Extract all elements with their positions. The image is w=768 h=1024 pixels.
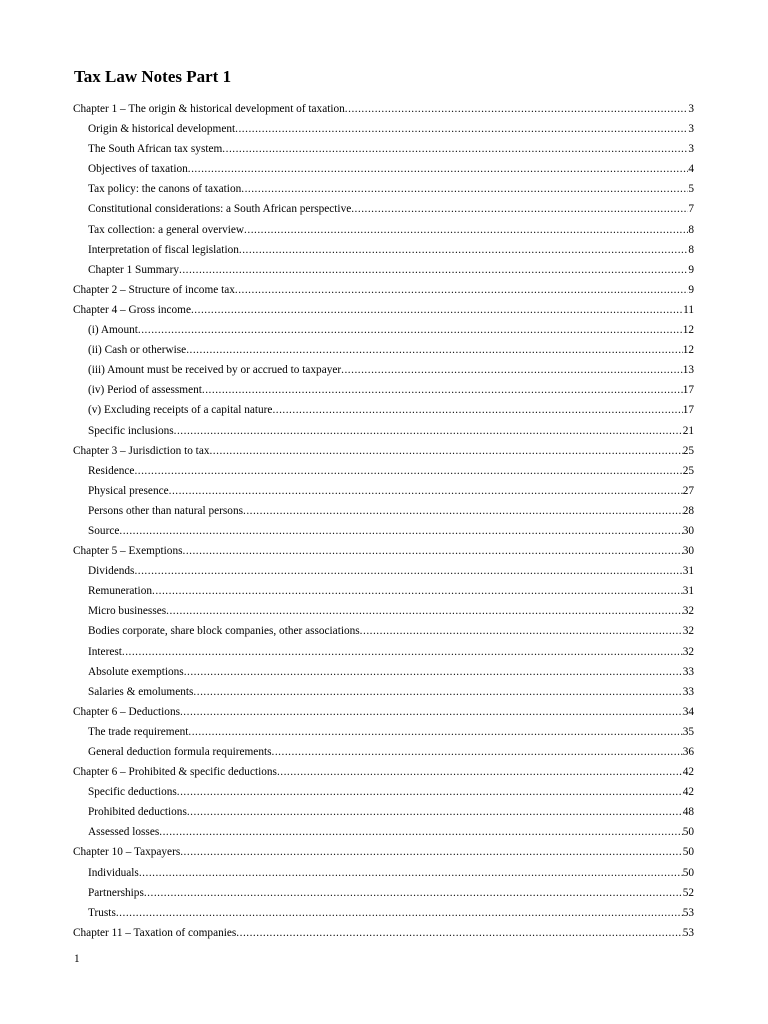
toc-section-entry[interactable] — [73, 481, 694, 501]
toc-dot-leader — [183, 541, 683, 561]
toc-entry-page-number: 28 — [682, 504, 694, 517]
toc-dot-leader — [152, 581, 683, 601]
toc-entry-page-number: 30 — [682, 545, 694, 558]
toc-dot-leader — [119, 521, 682, 541]
toc-dot-leader — [188, 159, 689, 179]
toc-chapter-entry[interactable] — [73, 99, 694, 119]
toc-entry-page-number: 33 — [682, 665, 694, 678]
toc-entry-label: Tax collection: a general overview — [88, 223, 245, 236]
toc-dot-leader — [186, 340, 683, 360]
toc-entry-page-number: 17 — [682, 404, 694, 417]
page-number: 1 — [74, 953, 80, 965]
toc-chapter-entry[interactable] — [73, 280, 694, 300]
toc-dot-leader — [174, 421, 683, 441]
toc-section-entry[interactable] — [73, 621, 694, 641]
toc-dot-leader — [166, 601, 683, 621]
toc-entry-label: Chapter 2 – Structure of income tax — [73, 283, 235, 296]
toc-section-entry[interactable] — [73, 742, 694, 762]
toc-dot-leader — [179, 260, 688, 280]
toc-entry-label: Individuals — [88, 866, 139, 879]
toc-dot-leader — [235, 280, 688, 300]
toc-chapter-entry[interactable] — [73, 441, 694, 461]
toc-entry-page-number: 11 — [683, 303, 694, 316]
toc-section-entry[interactable] — [73, 863, 694, 883]
toc-dot-leader — [177, 782, 683, 802]
toc-dot-leader — [191, 300, 683, 320]
toc-section-entry[interactable] — [73, 682, 694, 702]
toc-entry-label: Prohibited deductions — [88, 806, 187, 819]
toc-entry-label: Constitutional considerations: a South African perspective — [88, 203, 352, 216]
toc-section-entry[interactable] — [73, 461, 694, 481]
toc-entry-label: Partnerships — [88, 886, 144, 899]
toc-entry-label: Chapter 5 – Exemptions — [73, 545, 183, 558]
toc-entry-label: (iii) Amount must be received by or accrued to taxpayer — [88, 364, 342, 377]
toc-chapter-entry[interactable] — [73, 923, 694, 943]
toc-entry-page-number: 34 — [682, 705, 694, 718]
toc-dot-leader — [202, 380, 683, 400]
toc-dot-leader — [341, 360, 683, 380]
toc-dot-leader — [159, 822, 682, 842]
toc-dot-leader — [187, 802, 683, 822]
toc-entry-label: Origin & historical development — [88, 123, 236, 136]
toc-section-entry[interactable] — [73, 662, 694, 682]
toc-dot-leader — [241, 179, 688, 199]
toc-section-entry[interactable] — [73, 320, 694, 340]
toc-section-entry[interactable] — [73, 642, 694, 662]
toc-dot-leader — [360, 621, 683, 641]
toc-entry-page-number: 32 — [682, 625, 694, 638]
toc-dot-leader — [243, 501, 683, 521]
toc-entry-page-number: 21 — [682, 424, 694, 437]
toc-section-entry[interactable] — [73, 601, 694, 621]
toc-section-entry[interactable] — [73, 199, 694, 219]
toc-dot-leader — [222, 139, 688, 159]
toc-entry-label: Trusts — [88, 906, 116, 919]
toc-dot-leader — [239, 240, 688, 260]
toc-entry-page-number: 4 — [688, 163, 694, 176]
toc-entry-label: Chapter 1 – The origin & historical development of taxation — [73, 103, 345, 115]
toc-chapter-entry[interactable] — [73, 300, 694, 320]
toc-entry-page-number: 9 — [688, 283, 694, 296]
toc-section-entry[interactable] — [73, 561, 694, 581]
toc-entry-label: Chapter 6 – Deductions — [73, 705, 180, 718]
toc-dot-leader — [116, 903, 683, 923]
toc-dot-leader — [138, 320, 683, 340]
toc-entry-label: Chapter 3 – Jurisdiction to tax — [73, 444, 210, 457]
toc-entry-page-number: 25 — [682, 464, 694, 477]
toc-entry-page-number: 5 — [688, 183, 694, 196]
toc-section-entry[interactable] — [73, 822, 694, 842]
toc-dot-leader — [244, 220, 688, 240]
toc-section-entry[interactable] — [73, 240, 694, 260]
toc-entry-label: Specific deductions — [88, 786, 177, 799]
toc-entry-page-number: 30 — [682, 524, 694, 537]
toc-entry-page-number: 12 — [682, 344, 694, 357]
toc-entry-label: (ii) Cash or otherwise — [88, 344, 187, 357]
toc-entry-label: Dividends — [88, 565, 135, 578]
toc-entry-label: Chapter 11 – Taxation of companies — [73, 926, 237, 939]
toc-entry-page-number: 8 — [688, 243, 694, 256]
toc-dot-leader — [139, 863, 683, 883]
toc-entry-label: Source — [88, 524, 120, 537]
toc-entry-page-number: 32 — [682, 605, 694, 618]
toc-entry-label: Bodies corporate, share block companies, other associations — [88, 625, 360, 638]
toc-entry-page-number: 8 — [688, 223, 694, 236]
toc-entry-page-number: 13 — [682, 364, 694, 377]
toc-section-entry[interactable] — [73, 802, 694, 822]
toc-dot-leader — [169, 481, 683, 501]
toc-entry-page-number: 50 — [682, 866, 694, 879]
toc-entry-page-number: 53 — [682, 906, 694, 919]
toc-dot-leader — [351, 199, 688, 219]
toc-entry-label: Absolute exemptions — [88, 665, 184, 678]
toc-entry-page-number: 3 — [688, 143, 694, 156]
toc-entry-page-number: 48 — [682, 806, 694, 819]
toc-entry-page-number: 32 — [682, 645, 694, 658]
toc-entry-label: The South African tax system — [88, 143, 223, 156]
toc-entry-page-number: 42 — [682, 786, 694, 799]
toc-entry-label: General deduction formula requirements — [88, 746, 272, 758]
toc-section-entry[interactable] — [73, 159, 694, 179]
toc-chapter-entry[interactable] — [73, 762, 694, 782]
toc-entry-label: (i) Amount — [88, 324, 138, 337]
toc-section-entry[interactable] — [73, 421, 694, 441]
toc-section-entry[interactable] — [73, 179, 694, 199]
toc-entry-label: Persons other than natural persons — [88, 504, 243, 517]
toc-dot-leader — [144, 883, 683, 903]
toc-dot-leader — [272, 742, 683, 762]
toc-entry-page-number: 52 — [682, 886, 694, 899]
toc-section-entry[interactable] — [73, 521, 694, 541]
toc-section-entry[interactable] — [73, 360, 694, 380]
toc-entry-label: Remuneration — [88, 585, 152, 598]
toc-entry-page-number: 50 — [682, 826, 694, 839]
toc-entry-page-number: 12 — [682, 324, 694, 337]
toc-entry-page-number: 35 — [682, 725, 694, 738]
toc-section-entry[interactable] — [73, 400, 694, 420]
toc-entry-page-number: 3 — [688, 123, 694, 136]
toc-dot-leader — [236, 923, 682, 943]
toc-entry-label: Salaries & emoluments — [88, 685, 194, 698]
toc-entry-label: (v) Excluding receipts of a capital nature — [88, 404, 273, 417]
table-of-contents — [73, 99, 694, 943]
toc-entry-label: Chapter 6 – Prohibited & specific deductions — [73, 766, 277, 779]
toc-section-entry[interactable] — [73, 903, 694, 923]
toc-entry-page-number: 42 — [682, 766, 694, 779]
toc-entry-page-number: 25 — [682, 444, 694, 457]
toc-section-entry[interactable] — [73, 883, 694, 903]
toc-dot-leader — [188, 722, 682, 742]
toc-entry-label: Interest — [88, 645, 122, 658]
toc-entry-label: (iv) Period of assessment — [88, 384, 202, 397]
toc-entry-label: Micro businesses — [88, 605, 167, 618]
toc-entry-label: Chapter 4 – Gross income — [73, 303, 191, 316]
toc-entry-page-number: 50 — [682, 846, 694, 859]
toc-section-entry[interactable] — [73, 340, 694, 360]
toc-section-entry[interactable] — [73, 501, 694, 521]
toc-entry-page-number: 33 — [682, 685, 694, 698]
toc-dot-leader — [134, 461, 682, 481]
toc-section-entry[interactable] — [73, 220, 694, 240]
toc-section-entry[interactable] — [73, 722, 694, 742]
toc-entry-page-number: 31 — [682, 565, 694, 578]
toc-entry-label: Interpretation of fiscal legislation — [88, 243, 239, 256]
toc-entry-label: Specific inclusions — [88, 424, 174, 437]
toc-entry-label: Chapter 10 – Taxpayers — [73, 846, 181, 859]
toc-dot-leader — [184, 662, 683, 682]
toc-dot-leader — [345, 99, 689, 119]
toc-dot-leader — [193, 682, 682, 702]
toc-entry-label: Chapter 1 Summary — [88, 263, 179, 276]
toc-dot-leader — [209, 441, 682, 461]
toc-entry-label: The trade requirement — [88, 725, 189, 738]
toc-section-entry[interactable] — [73, 380, 694, 400]
toc-dot-leader — [134, 561, 682, 581]
page-title: Tax Law Notes Part 1 — [74, 67, 232, 86]
toc-entry-page-number: 17 — [682, 384, 694, 397]
toc-chapter-entry[interactable] — [73, 541, 694, 561]
toc-section-entry[interactable] — [73, 119, 694, 139]
toc-dot-leader — [277, 762, 683, 782]
toc-entry-label: Objectives of taxation — [88, 163, 188, 176]
toc-entry-page-number: 36 — [682, 746, 694, 758]
toc-chapter-entry[interactable] — [73, 702, 694, 722]
toc-entry-page-number: 7 — [688, 203, 694, 216]
toc-chapter-entry[interactable] — [73, 842, 694, 862]
toc-entry-page-number: 27 — [682, 484, 694, 497]
toc-entry-label: Residence — [88, 464, 135, 477]
toc-entry-page-number: 53 — [682, 926, 694, 939]
toc-entry-page-number: 31 — [682, 585, 694, 598]
toc-entry-label: Physical presence — [88, 484, 169, 497]
toc-section-entry[interactable] — [73, 139, 694, 159]
toc-dot-leader — [180, 702, 683, 722]
toc-section-entry[interactable] — [73, 260, 694, 280]
toc-entry-page-number: 3 — [688, 103, 694, 115]
toc-entry-label: Assessed losses — [88, 826, 160, 839]
toc-dot-leader — [180, 842, 682, 862]
toc-dot-leader — [122, 642, 683, 662]
toc-dot-leader — [272, 400, 682, 420]
toc-entry-label: Tax policy: the canons of taxation — [88, 183, 242, 196]
toc-section-entry[interactable] — [73, 581, 694, 601]
toc-dot-leader — [235, 119, 688, 139]
toc-section-entry[interactable] — [73, 782, 694, 802]
toc-entry-page-number: 9 — [688, 263, 694, 276]
